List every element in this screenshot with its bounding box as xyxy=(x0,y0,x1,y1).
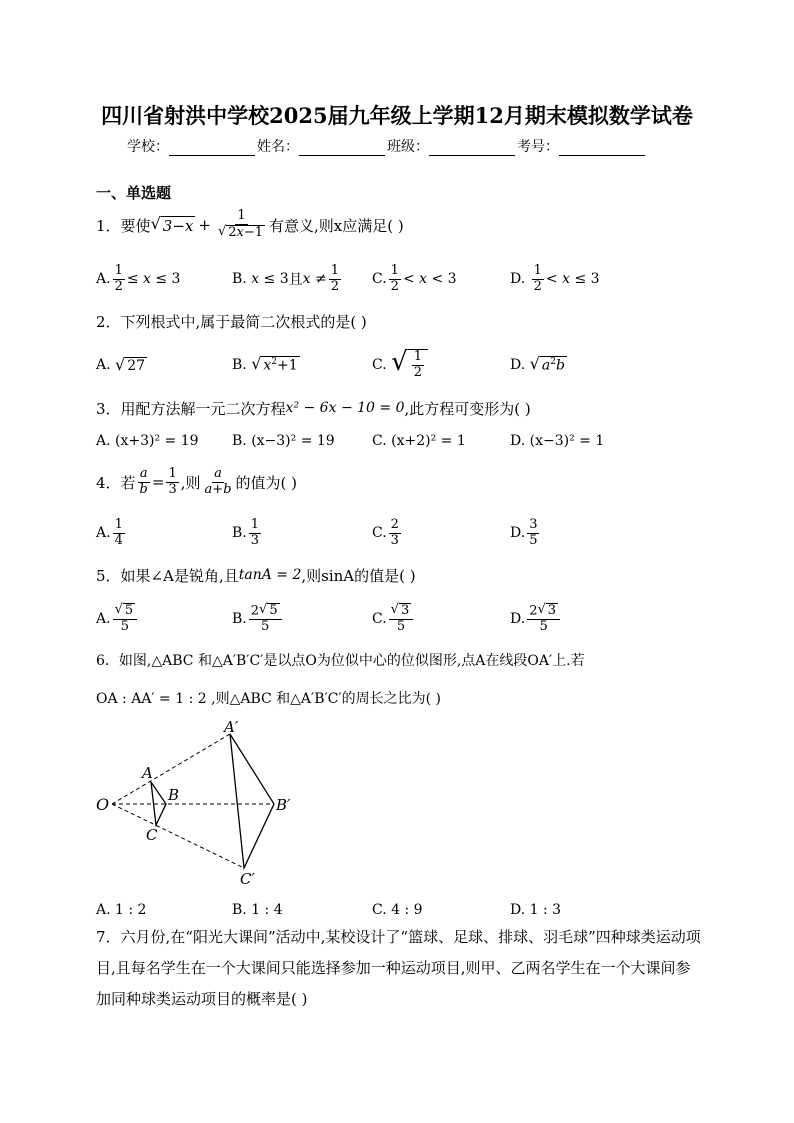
label-a: A xyxy=(142,764,153,782)
q5-pre: 5．如果∠A是锐角,且 xyxy=(96,566,239,585)
page-title: 四川省射洪中学校2025届九年级上学期12月期末模拟数学试卷 xyxy=(101,103,693,128)
number-label: 考号： xyxy=(517,139,559,155)
q4-option-a[interactable]: A. $\frac{1}{4}$ xyxy=(96,516,123,548)
question-7: 7．六月份,在“阳光大课间”活动中,某校设计了“篮球、足球、排球、羽毛球”四种球类运动项目,且每名学生在一个大课间只能选择参加一种运动项目,则甲、乙两名学生在一个大课间参加同种球类运动项目的概率是( ) xyxy=(96,928,701,1008)
q2-options xyxy=(96,347,696,383)
label-c-prime: C′ xyxy=(240,870,255,888)
question-1: 1． 要使 √ 3−x + 1 √ 2x−1 有意义,则x应满足( ) xyxy=(96,207,404,240)
q5-post: ,则sinA的值是( ) xyxy=(301,566,416,585)
question-5 xyxy=(96,565,416,585)
q3-option-b[interactable]: B. (x−3)² = 19 xyxy=(232,433,335,449)
label-c: C xyxy=(146,826,158,844)
triangle-a2b2c2 xyxy=(230,734,274,868)
school-label: 学校： xyxy=(127,139,169,155)
q4-option-b[interactable]: B. $\frac{1}{3}$ xyxy=(232,516,260,548)
q1-option-a[interactable]: A. $\frac{1}{2}$ ≤ x ≤ 3 xyxy=(96,262,181,294)
question-6-line2: OA : AA′ = 1 : 2 ,则△ABC 和△A′B′C′的周长之比为( ) xyxy=(96,691,441,707)
q1-radical: √ 3−x xyxy=(150,213,194,235)
q1-pre: 要使 xyxy=(120,216,151,235)
q1-options xyxy=(96,262,696,296)
q2-option-a[interactable]: A. √ 27 xyxy=(96,354,146,374)
q3-equation: x² − 6x − 10 = 0 xyxy=(285,400,405,416)
homothety-figure xyxy=(90,712,320,892)
student-info-row xyxy=(127,136,647,156)
q2-option-b[interactable]: B. √ $x^2+1$ xyxy=(232,354,298,374)
q4-options xyxy=(96,514,696,552)
q2-option-c[interactable]: C. √ $\frac{1}{2}$ xyxy=(372,349,428,381)
class-blank[interactable] xyxy=(429,140,515,156)
q5-option-b[interactable]: B. 2 √ 5 5 xyxy=(232,603,284,635)
q5-equation: tanA = 2 xyxy=(238,567,302,583)
q1-option-c[interactable]: C. $\frac{1}{2}$ < x < 3 xyxy=(372,262,457,294)
question-4: 4．若 $\frac{a}{b}$ = $\frac{1}{3}$ ,则 $\frac{a}{a+b}$ 的值为( ) xyxy=(96,465,297,497)
q5-options xyxy=(96,598,696,640)
label-b-prime: B′ xyxy=(276,796,291,814)
label-b: B xyxy=(168,786,180,804)
name-label: 姓名： xyxy=(257,139,299,155)
q1-number: 1． xyxy=(96,216,121,235)
q2-option-d[interactable]: D. √ $a^2b$ xyxy=(510,354,565,374)
label-o: O xyxy=(96,795,110,814)
q6-option-b[interactable]: B. 1 : 4 xyxy=(232,902,283,918)
school-blank[interactable] xyxy=(169,140,255,156)
q3-option-a[interactable]: A. (x+3)² = 19 xyxy=(96,433,199,449)
q3-pre: 3．用配方法解一元二次方程 xyxy=(96,399,286,418)
q4-option-c[interactable]: C. $\frac{2}{3}$ xyxy=(372,516,399,548)
q3-options xyxy=(96,430,696,452)
q5-option-a[interactable]: A. √ 5 5 xyxy=(96,603,139,635)
q1-fraction: 1 √ 2x−1 xyxy=(217,207,264,240)
label-a-prime: A′ xyxy=(224,718,239,736)
q4-option-d[interactable]: D. $\frac{3}{5}$ xyxy=(510,516,538,548)
q5-option-c[interactable]: C. √ 3 5 xyxy=(372,603,415,635)
q4-post: 的值为( ) xyxy=(235,473,297,492)
q1-option-b[interactable]: B. x ≤ 3 且 x ≠ $\frac{1}{2}$ xyxy=(232,262,340,294)
q5-option-d[interactable]: D. 2 √ 3 5 xyxy=(510,603,562,635)
class-label: 班级： xyxy=(387,139,429,155)
q3-option-c[interactable]: C. (x+2)² = 1 xyxy=(372,433,466,449)
ray-oc xyxy=(112,804,244,868)
q6-option-a[interactable]: A. 1 : 2 xyxy=(96,902,147,918)
section-heading: 一、单选题 xyxy=(96,184,172,202)
q1-option-d[interactable]: D. $\frac{1}{2}$ < x ≤ 3 xyxy=(510,262,600,294)
question-6-line1: 6．如图,△ABC 和△A′B′C′是以点O为位似中心的位似图形,点A在线段OA′上.若 xyxy=(96,653,585,669)
q3-post: ,此方程可变形为( ) xyxy=(404,399,531,418)
q1-post: 有意义,则x应满足( ) xyxy=(269,216,404,235)
q3-option-d[interactable]: D. (x−3)² = 1 xyxy=(510,433,605,449)
q4-mid: ,则 xyxy=(180,473,201,492)
q6-options xyxy=(96,900,696,920)
name-blank[interactable] xyxy=(299,140,385,156)
question-2: 2．下列根式中,属于最简二次根式的是( ) xyxy=(96,312,367,331)
number-blank[interactable] xyxy=(559,140,645,156)
q4-pre: 4．若 xyxy=(96,473,136,492)
q6-option-d[interactable]: D. 1 : 3 xyxy=(510,902,562,918)
question-3 xyxy=(96,398,531,418)
q6-option-c[interactable]: C. 4 : 9 xyxy=(372,902,423,918)
